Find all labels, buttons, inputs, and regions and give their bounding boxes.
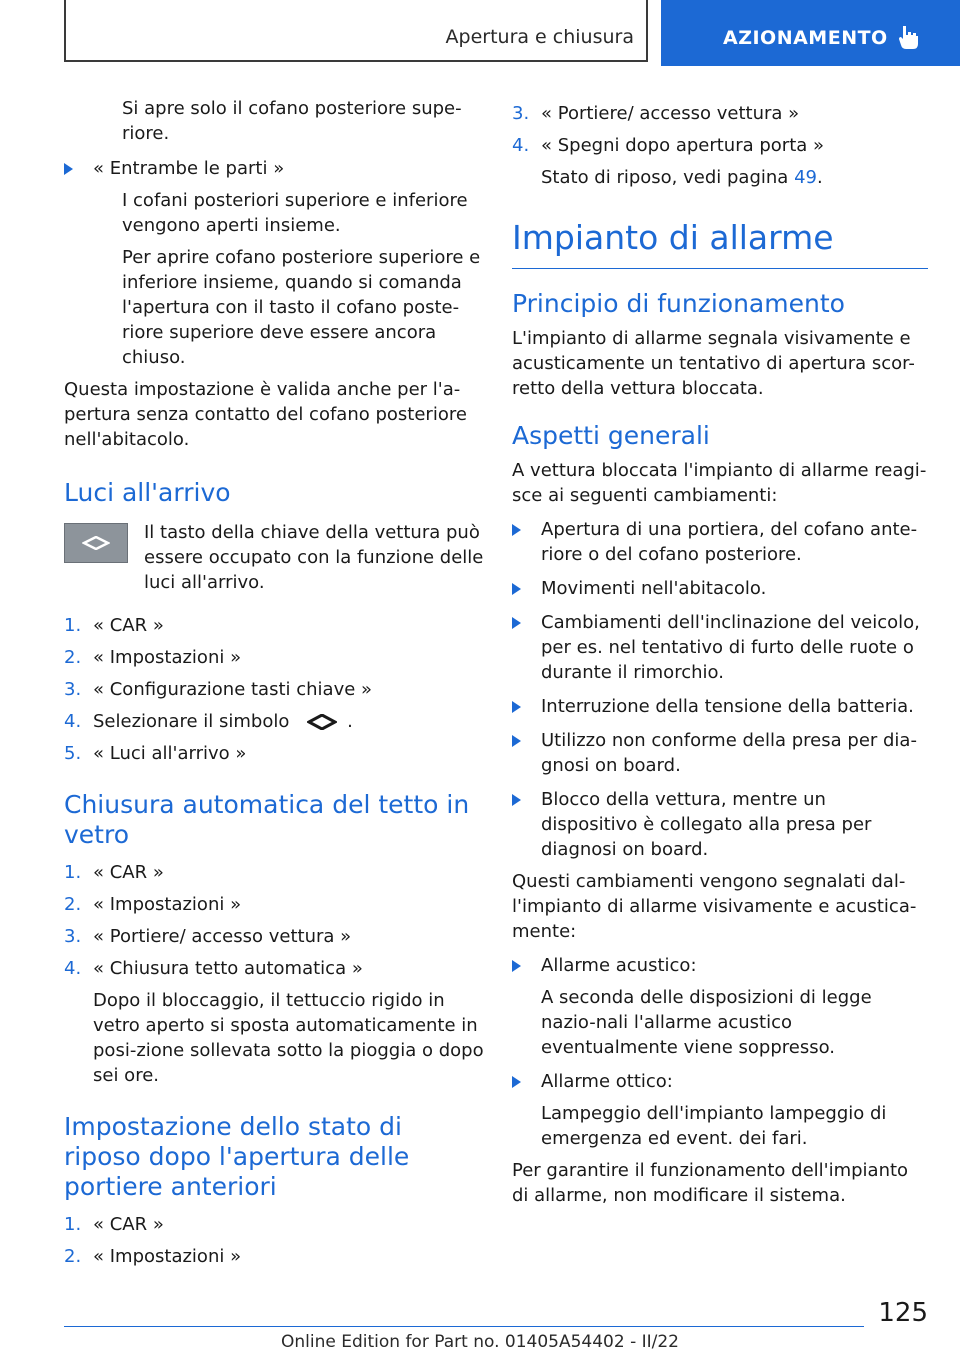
list-item — [512, 133, 928, 158]
left-column — [64, 96, 484, 1269]
step-number: 1. — [64, 615, 82, 636]
step-number: 4. — [512, 135, 530, 156]
paragraph: Per aprire cofano posteriore superiore e inferiore insieme, quando si comanda l'apertura con il tasto il cofano poste-riore superiore deve essere ancora chiuso. — [122, 247, 481, 368]
step-text: « Luci all'arrivo » — [93, 743, 247, 764]
paragraph: Questa impostazione è valida anche per l'a-pertura senza contatto del cofano posteriore nell'abitacolo. — [64, 379, 467, 450]
list-item — [512, 694, 928, 719]
step-text: « Chiusura tetto automatica » — [93, 958, 363, 979]
bullet-triangle-icon — [512, 610, 521, 636]
chapter-tab — [661, 0, 960, 66]
bullet-triangle-icon — [512, 787, 521, 813]
section-heading: Impostazione dello stato di riposo dopo l'apertura delle portiere anteriori — [64, 1112, 410, 1201]
step-number: 4. — [64, 958, 82, 979]
bullet-triangle-icon — [512, 576, 521, 602]
step-text: « Impostazioni » — [93, 1246, 242, 1267]
step-text: « CAR » — [93, 862, 164, 883]
step-text: « CAR » — [93, 615, 164, 636]
list-item-text: Movimenti nell'abitacolo. — [541, 578, 767, 599]
list-item — [512, 787, 928, 862]
paragraph: Lampeggio dell'impianto lampeggio di emergenza ed event. dei fari. — [541, 1103, 887, 1149]
step-number: 3. — [512, 103, 530, 124]
list-item — [512, 517, 928, 567]
step-number: 1. — [64, 1214, 82, 1235]
list-item — [64, 741, 484, 766]
list-item — [512, 576, 928, 601]
key-button-text: Il tasto della chiave della vettura può essere occupato con la funzione delle luci all'arrivo. — [144, 522, 484, 593]
bullet-triangle-icon — [512, 694, 521, 720]
paragraph: Questi cambiamenti vengono segnalati dal-l'impianto di allarme visivamente e acustica-mente: — [512, 871, 917, 942]
paragraph: I cofani posteriori superiore e inferiore vengono aperti insieme. — [122, 190, 468, 236]
list-item — [512, 610, 928, 685]
list-item — [64, 1244, 484, 1269]
list-item-text: Interruzione della tensione della batteria. — [541, 696, 914, 717]
edition-text: Online Edition for Part no. 01405A54402 - II/22 — [280, 1332, 679, 1352]
paragraph: A vettura bloccata l'impianto di allarme reagi-sce ai seguenti cambiamenti: — [512, 460, 927, 506]
section-heading: Chiusura automatica del tetto in vetro — [64, 790, 470, 849]
list-item — [512, 953, 928, 978]
list-item — [512, 1069, 928, 1094]
bullet-triangle-icon — [512, 517, 521, 543]
section-heading: Aspetti generali — [512, 421, 710, 450]
chapter-heading: Impianto di allarme — [512, 218, 834, 257]
bullet-triangle-icon — [512, 953, 521, 979]
list-item — [64, 924, 484, 949]
step-text: « Portiere/ accesso vettura » — [541, 103, 800, 124]
list-item — [64, 645, 484, 670]
step-number: 3. — [64, 679, 82, 700]
section-tab — [64, 0, 648, 62]
list-item-text: Blocco della vettura, mentre un dispositivo è collegato alla presa per diagnosi on board. — [541, 789, 872, 860]
step-number: 2. — [64, 1246, 82, 1267]
general-list — [512, 517, 928, 862]
page-link[interactable]: 49 — [794, 167, 817, 188]
step-text: « CAR » — [93, 1214, 164, 1235]
list-item — [512, 728, 928, 778]
paragraph: Si apre solo il cofano posteriore supe- riore. — [122, 98, 462, 144]
list-item-text: Allarme ottico: — [541, 1071, 673, 1092]
list-item — [64, 613, 484, 638]
step-text: « Configurazione tasti chiave » — [93, 679, 373, 700]
key-button-note — [64, 520, 484, 595]
list-item — [64, 892, 484, 917]
step-text: « Impostazioni » — [93, 894, 242, 915]
reference-suffix: . — [816, 167, 823, 188]
roof-steps — [64, 860, 484, 981]
list-item — [64, 677, 484, 702]
list-item-label: « Entrambe le parti » — [93, 158, 285, 179]
reference-text: Stato di riposo, vedi pagina — [541, 167, 789, 188]
step-number: 3. — [64, 926, 82, 947]
list-item-text: Allarme acustico: — [541, 955, 697, 976]
right-column — [512, 96, 928, 1208]
page-number: 125 — [878, 1298, 928, 1328]
bullet-triangle-icon — [512, 728, 521, 754]
page-header — [0, 0, 960, 70]
hand-pointer-icon — [897, 24, 921, 50]
paragraph: A seconda delle disposizioni di legge nazio-nali l'allarme acustico eventualmente viene soppresso. — [541, 987, 872, 1058]
step-number: 4. — [64, 711, 82, 732]
list-item — [64, 1212, 484, 1237]
bullet-triangle-icon — [64, 156, 73, 182]
list-item — [64, 156, 484, 181]
section-heading: Luci all'arrivo — [64, 478, 231, 507]
footer-rule — [64, 1326, 864, 1327]
step-number: 1. — [64, 862, 82, 883]
paragraph: Dopo il bloccaggio, il tettuccio rigido in vetro aperto si sposta automaticamente in posi-zione sollevata sotto la pioggia o dopo sei ore. — [93, 990, 484, 1086]
list-item-text: Apertura di una portiera, del cofano ante-riore o del cofano posteriore. — [541, 519, 918, 565]
paragraph: L'impianto di allarme segnala visivamente e acusticamente un tentativo di apertura scor-retto della vettura bloccata. — [512, 328, 915, 399]
step-number: 5. — [64, 743, 82, 764]
key-button-image — [64, 523, 128, 563]
welcome-light-icon — [307, 714, 337, 730]
step-number: 2. — [64, 647, 82, 668]
list-item — [64, 860, 484, 885]
welcome-steps — [64, 613, 484, 766]
rest-steps — [64, 1212, 484, 1269]
chapter-title: AZIONAMENTO — [723, 27, 888, 49]
bullet-triangle-icon — [512, 1069, 521, 1095]
welcome-light-icon — [82, 536, 110, 550]
step-text: Selezionare il simbolo — [93, 711, 290, 732]
section-heading: Principio di funzionamento — [512, 289, 845, 318]
step-number: 2. — [64, 894, 82, 915]
section-title: Apertura e chiusura — [445, 26, 634, 48]
list-item-text: Cambiamenti dell'inclinazione del veicolo, per es. nel tentativo di furto delle ruote o durante il rimorchio. — [541, 612, 920, 683]
step-text: « Spegni dopo apertura porta » — [541, 135, 825, 156]
heading-rule — [512, 268, 928, 269]
list-item — [64, 709, 484, 734]
paragraph: Per garantire il funzionamento dell'impianto di allarme, non modificare il sistema. — [512, 1160, 909, 1206]
step-text: « Impostazioni » — [93, 647, 242, 668]
page-reference — [541, 165, 928, 190]
step-text: « Portiere/ accesso vettura » — [93, 926, 352, 947]
list-item — [64, 956, 484, 981]
list-item — [512, 101, 928, 126]
step-suffix: . — [347, 711, 353, 732]
list-item-text: Utilizzo non conforme della presa per dia-gnosi on board. — [541, 730, 917, 776]
